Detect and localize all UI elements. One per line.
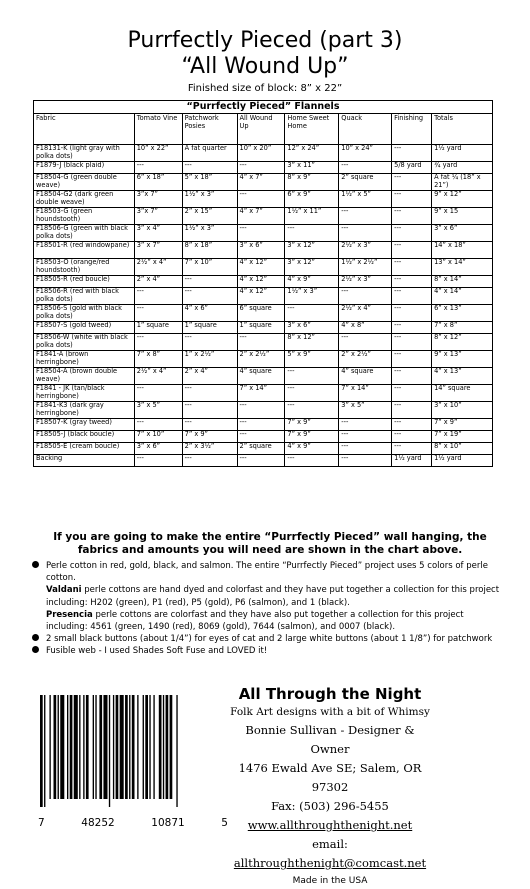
bullet-icon (32, 634, 39, 641)
amount-cell: --- (392, 191, 432, 208)
company-fax: Fax: (503) 296-5455 (271, 799, 389, 813)
amount-cell: 1” square (134, 322, 182, 334)
amount-cell: --- (392, 305, 432, 322)
fabric-cell: F18507-S (gold tweed) (34, 322, 135, 334)
amount-cell: 1½” x 2½” (339, 259, 392, 276)
list-item-buttons (32, 633, 502, 645)
amount-cell: 4” x 14” (432, 288, 493, 305)
barcode-bar (120, 695, 124, 799)
company-tagline: Folk Art designs with a bit of Whimsy (230, 706, 430, 718)
amount-cell: --- (285, 225, 339, 242)
barcode-bar (67, 695, 68, 799)
buttons-text: 2 small black buttons (about 1/4”) for eyes of cat and 2 large white buttons (about 1 1/8”) for patchwork (46, 634, 493, 645)
column-header: Fabric (34, 114, 135, 145)
barcode-bar (54, 695, 57, 799)
amount-cell: --- (285, 385, 339, 402)
fabric-cell: F18507-K (gray tweed) (34, 419, 135, 431)
amount-cell: 7” x 10” (134, 431, 182, 443)
table-body (34, 145, 493, 467)
table-row (34, 162, 493, 174)
fabric-cell: F18505-J (black boucle) (34, 431, 135, 443)
table-row (34, 322, 493, 334)
amount-cell: 8” x 18” (182, 242, 237, 259)
valdani-note (32, 584, 502, 608)
amount-cell: 5” x 9” (285, 351, 339, 368)
barcode-digit-last: 5 (221, 817, 228, 829)
amount-cell: --- (392, 443, 432, 455)
amount-cell: 8” x 12” (432, 334, 493, 351)
amount-cell: 4” x 7” (237, 208, 285, 225)
amount-cell: 3” x 7” (134, 242, 182, 259)
valdani-brand: Valdani (46, 585, 82, 596)
amount-cell: A fat ¼ (18” x 21”) (432, 174, 493, 191)
barcode-bar (176, 695, 177, 807)
barcode-bar (74, 695, 78, 799)
amount-cell: 7” x 8” (432, 322, 493, 334)
table-row (34, 225, 493, 242)
made-in: Made in the USA (292, 876, 368, 886)
barcode-bar (113, 695, 114, 799)
amount-cell: 10” x 22” (134, 145, 182, 162)
barcode-bar (60, 695, 64, 799)
amount-cell: --- (339, 208, 392, 225)
amount-cell: 7” x 10” (182, 259, 237, 276)
amount-cell: 2” square (339, 174, 392, 191)
amount-cell: 1½” x 3” (285, 288, 339, 305)
amount-cell: --- (392, 351, 432, 368)
fabric-cell: F18506-G (green with black polka dots) (34, 225, 135, 242)
supplies-list (32, 560, 502, 658)
amount-cell: ¾ yard (432, 162, 493, 174)
company-info (230, 684, 430, 889)
amount-cell: 3” x 10” (432, 402, 493, 419)
amount-cell: 4” x 9” (285, 276, 339, 288)
barcode-bar (163, 695, 164, 799)
amount-cell: --- (339, 162, 392, 174)
barcode-bar (132, 695, 135, 799)
table-row (34, 305, 493, 322)
amount-cell: 6” x 9” (285, 191, 339, 208)
amount-cell: 1” square (182, 322, 237, 334)
barcode-bar (44, 695, 45, 807)
amount-cell: 8” x 14” (432, 276, 493, 288)
amount-cell: 2½” x 4” (134, 368, 182, 385)
amount-cell: 4” x 7” (237, 174, 285, 191)
column-header: All Wound Up (237, 114, 285, 145)
amount-cell: 1½” x 11” (285, 208, 339, 225)
bullet-icon (32, 646, 39, 653)
amount-cell: 2” square (237, 443, 285, 455)
amount-cell: 2½” x 4” (134, 259, 182, 276)
amount-cell: --- (237, 402, 285, 419)
barcode-bar (58, 695, 59, 799)
amount-cell: 4” square (339, 368, 392, 385)
column-header: Patchwork Posies (182, 114, 237, 145)
amount-cell: --- (182, 402, 237, 419)
amount-cell: 4” x 12” (237, 288, 285, 305)
amount-cell: 3” x 4” (134, 225, 182, 242)
email-label: email: (312, 837, 348, 851)
company-email (230, 835, 430, 873)
table-row (34, 431, 493, 443)
fabric-cell: F18506-S (gold with black polka dots) (34, 305, 135, 322)
amount-cell: 10” x 20” (237, 145, 285, 162)
amount-cell: 4” x 12” (237, 259, 285, 276)
amount-cell: --- (392, 385, 432, 402)
amount-cell: 6” x 13” (432, 305, 493, 322)
amount-cell: 2” x 15” (182, 208, 237, 225)
barcode-bar (103, 695, 107, 799)
amount-cell: 3” x 6” (432, 225, 493, 242)
fusible-text: Fusible web - I used Shades Soft Fuse and LOVED it! (46, 646, 268, 657)
barcode-bar (109, 695, 110, 807)
amount-cell: --- (182, 334, 237, 351)
valdani-text: perle cottons are hand dyed and colorfast and they have put together a collection for this project including: H202 (green), P1 (red), P5 (gold), P6 (salmon), and 1 (black). (46, 585, 500, 608)
amount-cell: 3” x 5” (339, 402, 392, 419)
amount-cell: --- (392, 288, 432, 305)
amount-cell: --- (392, 419, 432, 431)
company-owner: Bonnie Sullivan - Designer & Owner (245, 723, 415, 756)
presencia-brand: Presencia (46, 609, 93, 620)
amount-cell: --- (134, 455, 182, 467)
barcode-bar (153, 695, 154, 799)
fabric-cell: F1841-A (brown herringbone) (34, 351, 135, 368)
amount-cell: --- (339, 431, 392, 443)
amount-cell: 3” x 5” (134, 402, 182, 419)
barcode-bar (170, 695, 173, 799)
amount-cell: --- (182, 455, 237, 467)
amount-cell: 4” x 6” (182, 305, 237, 322)
amount-cell: 7” x 9” (432, 419, 493, 431)
barcode-icon (38, 695, 224, 807)
barcode-bar (129, 695, 130, 799)
amount-cell: 2” x 2½” (339, 351, 392, 368)
finished-size: Finished size of block: 8” x 22” (187, 83, 343, 94)
amount-cell: 14” square (432, 385, 493, 402)
amount-cell: --- (392, 276, 432, 288)
barcode-bar (116, 695, 119, 799)
barcode-bar (149, 695, 150, 799)
amount-cell: 8” x 9” (285, 174, 339, 191)
fabric-cell: F18504-A (brown double weave) (34, 368, 135, 385)
table-row (34, 402, 493, 419)
amount-cell: 4” x 13” (432, 368, 493, 385)
amount-cell: 5/8 yard (392, 162, 432, 174)
amount-cell: 3” x 6” (237, 242, 285, 259)
amount-cell: 3”x 7” (134, 191, 182, 208)
amount-cell: 7” x 19” (432, 431, 493, 443)
table-row (34, 208, 493, 225)
bullet-icon (32, 561, 39, 568)
amount-cell: --- (392, 402, 432, 419)
amount-cell: 1½” x 3” (182, 225, 237, 242)
table-row (34, 288, 493, 305)
table-row (34, 455, 493, 467)
amount-cell: --- (285, 455, 339, 467)
amount-cell: 8” x 12” (285, 334, 339, 351)
fabric-cell: F18504-G (green double weave) (34, 174, 135, 191)
amount-cell: --- (285, 368, 339, 385)
page-subtitle: “All Wound Up” (181, 54, 349, 79)
table-row (34, 443, 493, 455)
amount-cell: 7” x 14” (237, 385, 285, 402)
column-header: Finishing (392, 114, 432, 145)
list-item-fusible (32, 645, 502, 657)
amount-cell: --- (339, 455, 392, 467)
fabric-cell: F18131-K (light gray with polka dots) (34, 145, 135, 162)
table-caption: “Purrfectly Pieced” Flannels (34, 101, 493, 114)
company-address: 1476 Ewald Ave SE; Salem, OR 97302 (238, 761, 422, 794)
table-row (34, 145, 493, 162)
barcode-number (38, 817, 228, 829)
amount-cell: --- (392, 431, 432, 443)
amount-cell: 1” x 2½” (182, 351, 237, 368)
barcode-bar (125, 695, 128, 799)
amount-cell: --- (339, 334, 392, 351)
table-header-row (34, 114, 493, 145)
amount-cell: --- (237, 191, 285, 208)
amount-cell: 7” x 9” (182, 431, 237, 443)
amount-cell: 2” x 3½” (182, 443, 237, 455)
amount-cell: --- (392, 322, 432, 334)
amount-cell: 2½” x 3” (339, 242, 392, 259)
amount-cell: --- (392, 368, 432, 385)
amount-cell: --- (392, 334, 432, 351)
amount-cell: 12” x 24” (285, 145, 339, 162)
fabric-cell: F18503-O (orange/red houndstooth) (34, 259, 135, 276)
amount-cell: --- (237, 225, 285, 242)
fabric-cell: F18506-W (white with black polka dots) (34, 334, 135, 351)
amount-cell: --- (392, 242, 432, 259)
amount-cell: --- (182, 162, 237, 174)
table-row (34, 368, 493, 385)
fabric-cell: Backing (34, 455, 135, 467)
amount-cell: 3”x 7” (134, 208, 182, 225)
amount-cell: 3” x 12” (285, 242, 339, 259)
amount-cell: --- (339, 419, 392, 431)
amount-cell: 3” x 6” (134, 443, 182, 455)
amount-cell: 9” x 13” (432, 351, 493, 368)
table-row (34, 419, 493, 431)
fabric-table (33, 100, 493, 467)
amount-cell: 3” x 6” (285, 322, 339, 334)
amount-cell: 4” x 9” (285, 443, 339, 455)
fabric-cell: F18506-R (red with black polka dots) (34, 288, 135, 305)
amount-cell: --- (392, 225, 432, 242)
table-row (34, 174, 493, 191)
amount-cell: --- (182, 419, 237, 431)
barcode-bar (70, 695, 73, 799)
table-row (34, 334, 493, 351)
barcode-bar (143, 695, 144, 799)
amount-cell: 1½” x 5” (339, 191, 392, 208)
amount-cell: --- (134, 419, 182, 431)
fabric-cell: F1841 - JK (tan/black herringbone) (34, 385, 135, 402)
amount-cell: --- (134, 334, 182, 351)
amount-cell: --- (285, 402, 339, 419)
amount-cell: --- (339, 443, 392, 455)
amount-cell: --- (392, 208, 432, 225)
fabric-cell: F1879-J (black plaid) (34, 162, 135, 174)
amount-cell: 7” x 14” (339, 385, 392, 402)
barcode-bar (83, 695, 84, 799)
amount-cell: --- (237, 334, 285, 351)
fabric-cell: F18504-G2 (dark green double weave) (34, 191, 135, 208)
amount-cell: --- (339, 288, 392, 305)
amount-cell: 1½ yard (432, 145, 493, 162)
barcode-bar (93, 695, 94, 799)
column-header: Home Sweet Home (285, 114, 339, 145)
fabric-cell: F18505-R (red boucle) (34, 276, 135, 288)
barcode-bar (159, 695, 162, 799)
amount-cell: 14” x 18” (432, 242, 493, 259)
table-row (34, 276, 493, 288)
amount-cell: --- (182, 385, 237, 402)
company-name: All Through the Night (238, 685, 422, 703)
amount-cell: 8” x 10” (432, 443, 493, 455)
barcode-bar (49, 695, 50, 799)
barcode-bar (95, 695, 96, 799)
amount-cell: --- (134, 162, 182, 174)
amount-cell: 2½” x 3” (339, 276, 392, 288)
amount-cell: 1” square (237, 322, 285, 334)
amount-cell: 2” x 4” (134, 276, 182, 288)
amount-cell: 1½” x 3” (182, 191, 237, 208)
amount-cell: --- (182, 276, 237, 288)
barcode-bar (99, 695, 102, 799)
wall-hanging-notice: If you are going to make the entire “Purrfectly Pieced” wall hanging, the fabrics and amounts you will need are shown in the chart above. (53, 531, 487, 556)
barcode-bar (86, 695, 89, 799)
amount-cell: --- (237, 455, 285, 467)
amount-cell: 4” x 12” (237, 276, 285, 288)
fabric-cell: F18501-R (red windowpane) (34, 242, 135, 259)
amount-cell: --- (134, 288, 182, 305)
list-item-perle (32, 560, 502, 584)
amount-cell: 1½ yard (432, 455, 493, 467)
amount-cell: 10” x 24” (339, 145, 392, 162)
table-row (34, 351, 493, 368)
amount-cell: --- (339, 225, 392, 242)
amount-cell: --- (182, 288, 237, 305)
column-header: Totals (432, 114, 493, 145)
amount-cell: 7” x 9” (285, 419, 339, 431)
amount-cell: 9” x 12” (432, 191, 493, 208)
amount-cell: 7” x 9” (285, 431, 339, 443)
amount-cell: 6” x 18” (134, 174, 182, 191)
table-row (34, 259, 493, 276)
amount-cell: --- (134, 305, 182, 322)
amount-cell: 1½ yard (392, 455, 432, 467)
amount-cell: --- (237, 431, 285, 443)
amount-cell: 2” x 4” (182, 368, 237, 385)
amount-cell: --- (392, 145, 432, 162)
amount-cell: 2½” x 4” (339, 305, 392, 322)
fabric-cell: F1841-K3 (dark gray herringbone) (34, 402, 135, 419)
perle-text: Perle cotton in red, gold, black, and salmon. The entire “Purrfectly Pieced” project uses 5 colors of perle cotton. (46, 561, 488, 584)
amount-cell: 9” x 15 (432, 208, 493, 225)
amount-cell: --- (285, 305, 339, 322)
company-email-link[interactable]: allthroughthenight@comcast.net (233, 856, 427, 870)
amount-cell: 5” x 18” (182, 174, 237, 191)
amount-cell: --- (237, 162, 285, 174)
amount-cell: 3” x 12” (285, 259, 339, 276)
amount-cell: 3” x 11” (285, 162, 339, 174)
company-website-link[interactable]: www.allthroughthenight.net (247, 818, 413, 832)
barcode-group-1: 48252 (81, 817, 115, 829)
column-header: Quack (339, 114, 392, 145)
fabric-cell: F18505-E (cream boucle) (34, 443, 135, 455)
column-header: Tomato Vine (134, 114, 182, 145)
table-row (34, 191, 493, 208)
amount-cell: 7” x 8” (134, 351, 182, 368)
barcode-bar (145, 695, 148, 799)
amount-cell: 6” square (237, 305, 285, 322)
barcode-group-2: 10871 (151, 817, 185, 829)
amount-cell: --- (392, 259, 432, 276)
page-title: Purrfectly Pieced (part 3) (127, 28, 403, 53)
barcode-digit-first: 7 (38, 817, 45, 829)
amount-cell: 4” square (237, 368, 285, 385)
amount-cell: --- (134, 385, 182, 402)
barcode-bar (40, 695, 43, 807)
barcode-bar (166, 695, 169, 799)
barcode-bar (137, 695, 138, 799)
fabric-cell: F18503-G (green houndstooth) (34, 208, 135, 225)
table-row (34, 242, 493, 259)
presencia-text: perle cottons are colorfast and they have also put together a collection for this project including: 4561 (green, 1490 (red), 8069 (gold), 7644 (salmon), and 0007 (black). (46, 609, 464, 633)
amount-cell: --- (237, 419, 285, 431)
amount-cell: A fat quarter (182, 145, 237, 162)
amount-cell: 13” x 14” (432, 259, 493, 276)
amount-cell: 2” x 2½” (237, 351, 285, 368)
presencia-note (32, 609, 502, 633)
barcode-bar (79, 695, 80, 799)
amount-cell: 4” x 8” (339, 322, 392, 334)
table-row (34, 385, 493, 402)
amount-cell: --- (392, 174, 432, 191)
